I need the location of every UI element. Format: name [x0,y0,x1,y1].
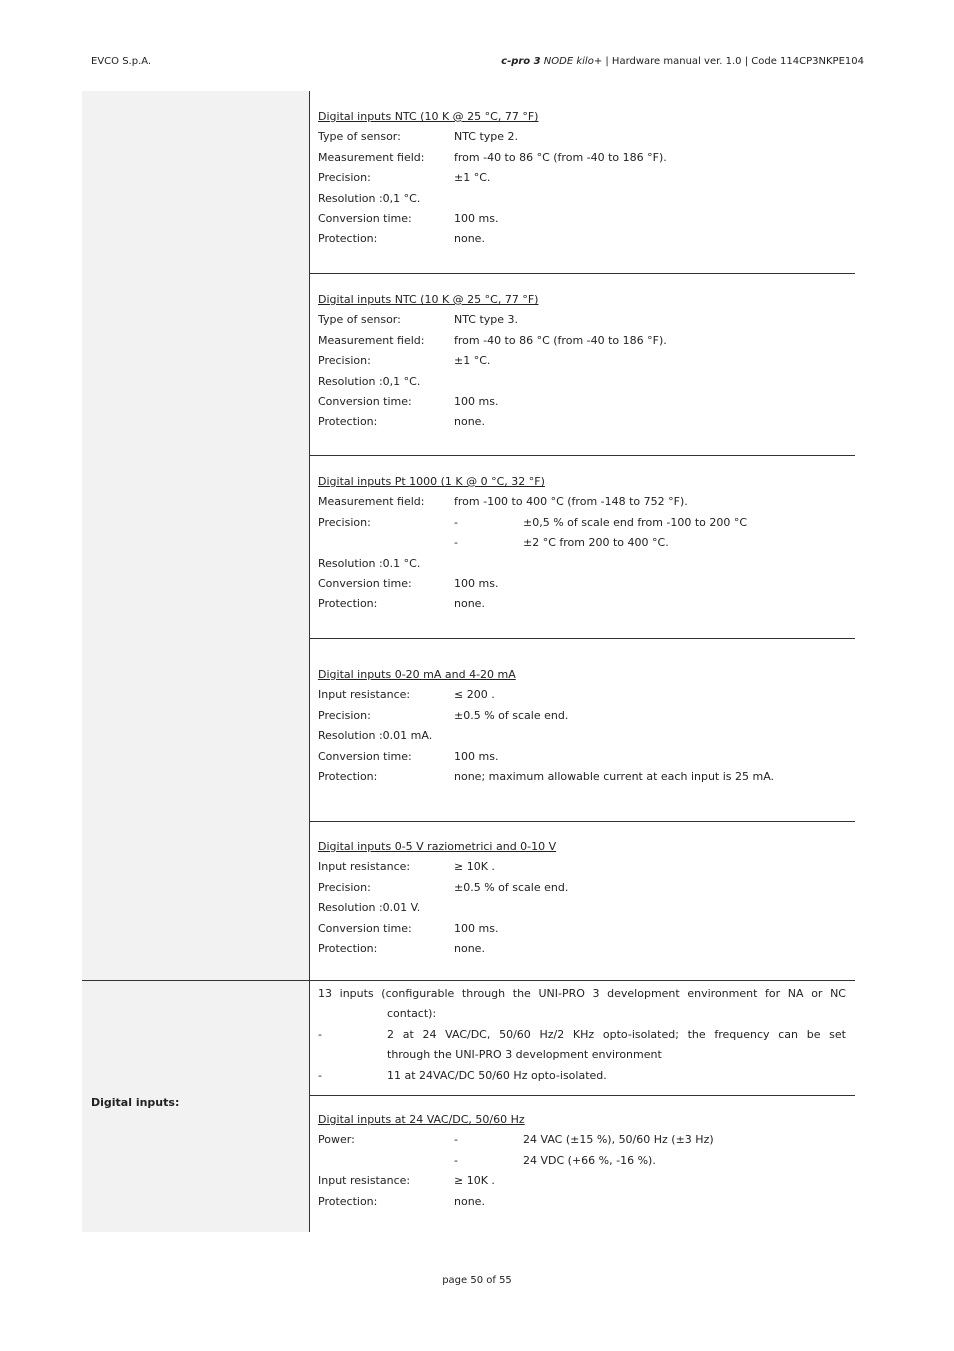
header-company: EVCO S.p.A. [91,56,152,67]
power-value-2: 24 VDC (+66 %, -16 %). [523,1153,656,1167]
resistance-label: Input resistance: [318,860,411,874]
resolution-text: Resolution :0,1 °C. [318,191,421,205]
conversion-label: Conversion time: [318,394,412,408]
conversion-value: 100 ms. [454,576,499,590]
table-column-divider [309,91,310,1232]
section-divider [309,273,855,274]
spec-title: Digital inputs at 24 VAC/DC, 50/60 Hz [318,1113,525,1126]
section-divider [309,1095,855,1096]
header-manual-code: | Hardware manual ver. 1.0 | Code 114CP3NKPE104 [602,56,864,67]
spec-block-ntc2 [318,107,848,250]
spec-block-ntc3 [318,290,848,433]
sensor-value: NTC type 2. [454,130,519,144]
list-dash: - [454,1133,458,1147]
resolution-text: Resolution :0.1 °C. [318,556,421,570]
field-value: from -40 to 86 °C (from -40 to 186 °F). [454,333,667,347]
protection-label: Protection: [318,941,378,955]
resolution-text: Resolution :0,1 °C. [318,374,421,388]
spec-block-voltage [318,837,848,959]
precision-value: ±1 °C. [454,171,491,185]
field-value: from -40 to 86 °C (from -40 to 186 °F). [454,150,667,164]
conversion-label: Conversion time: [318,211,412,225]
protection-value: none. [454,941,485,955]
protection-label: Protection: [318,597,378,611]
protection-label: Protection: [318,1194,378,1208]
spec-title: Digital inputs Pt 1000 (1 K @ 0 °C, 32 °F) [318,475,545,488]
conversion-value: 100 ms. [454,394,499,408]
precision-label: Precision: [318,708,371,722]
precision-value: ±0.5 % of scale end. [454,708,569,722]
precision-value: ±1 °C. [454,354,491,368]
precision-value: ±0.5 % of scale end. [454,880,569,894]
section-divider [309,455,855,456]
resistance-value: ≥ 10K . [454,1174,495,1188]
row-label-digital-inputs: Digital inputs: [91,1096,180,1109]
conversion-label: Conversion time: [318,921,412,935]
resistance-value: ≤ 200 . [454,688,495,702]
precision-value-2: ±2 °C from 200 to 400 °C. [523,536,669,550]
list-item-text: 11 at 24VAC/DC 50/60 Hz opto-isolated. [387,1068,607,1082]
header-product-name: c-pro 3 [501,56,541,67]
protection-label: Protection: [318,769,378,783]
resolution-text: Resolution :0.01 V. [318,901,421,915]
field-label: Measurement field: [318,333,425,347]
spec-title: Digital inputs NTC (10 K @ 25 °C, 77 °F) [318,110,539,123]
field-value: from -100 to 400 °C (from -148 to 752 °F). [454,495,688,509]
list-item-text-1: 2 at 24 VAC/DC, 50/60 Hz/2 KHz opto-isolated; the frequency can be set [387,1027,846,1041]
list-dash: - [318,1068,322,1082]
spec-title: Digital inputs 0-20 mA and 4-20 mA [318,668,516,681]
conversion-label: Conversion time: [318,576,412,590]
list-dash: - [454,515,458,529]
table-left-column [82,91,309,1232]
list-dash: - [318,1027,322,1041]
row-divider [82,980,855,981]
spec-block-pt1000 [318,472,848,615]
protection-value: none. [454,1194,485,1208]
sensor-label: Type of sensor: [318,313,401,327]
list-item-text-2: through the UNI-PRO 3 development environment [387,1048,662,1062]
section-divider [309,821,855,822]
precision-value-1: ±0,5 % of scale end from -100 to 200 °C [523,515,748,529]
resolution-text: Resolution :0.01 mA. [318,729,433,743]
page-number: page 50 of 55 [442,1275,512,1286]
conversion-value: 100 ms. [454,211,499,225]
protection-label: Protection: [318,415,378,429]
spec-block-current [318,665,848,787]
header-document-info [501,56,864,67]
conversion-value: 100 ms. [454,921,499,935]
digital-inputs-description [318,984,846,1086]
field-label: Measurement field: [318,150,425,164]
intro-line-1: 13 inputs (configurable through the UNI-PRO 3 development environment for NA or NC [318,987,846,1000]
protection-value: none. [454,232,485,246]
spec-title: Digital inputs NTC (10 K @ 25 °C, 77 °F) [318,293,539,306]
spec-block-24vac [318,1110,848,1212]
field-label: Measurement field: [318,495,425,509]
resistance-value: ≥ 10K . [454,860,495,874]
protection-value: none. [454,597,485,611]
sensor-label: Type of sensor: [318,130,401,144]
conversion-value: 100 ms. [454,749,499,763]
resistance-label: Input resistance: [318,688,411,702]
intro-line-2: contact): [387,1007,437,1021]
conversion-label: Conversion time: [318,749,412,763]
list-item [318,1025,846,1066]
list-item [318,1066,846,1086]
resistance-label: Input resistance: [318,1174,411,1188]
sensor-value: NTC type 3. [454,313,519,327]
precision-label: Precision: [318,515,371,529]
section-divider [309,638,855,639]
precision-label: Precision: [318,171,371,185]
precision-label: Precision: [318,880,371,894]
header-product-model: NODE kilo+ [540,56,603,67]
protection-value: none; maximum allowable current at each input is 25 mA. [454,769,775,783]
spec-title: Digital inputs 0-5 V raziometrici and 0-10 V [318,840,557,853]
list-dash: - [454,1153,458,1167]
precision-label: Precision: [318,354,371,368]
protection-label: Protection: [318,232,378,246]
list-dash: - [454,536,458,550]
protection-value: none. [454,415,485,429]
power-label: Power: [318,1133,355,1147]
power-value-1: 24 VAC (±15 %), 50/60 Hz (±3 Hz) [523,1133,714,1147]
